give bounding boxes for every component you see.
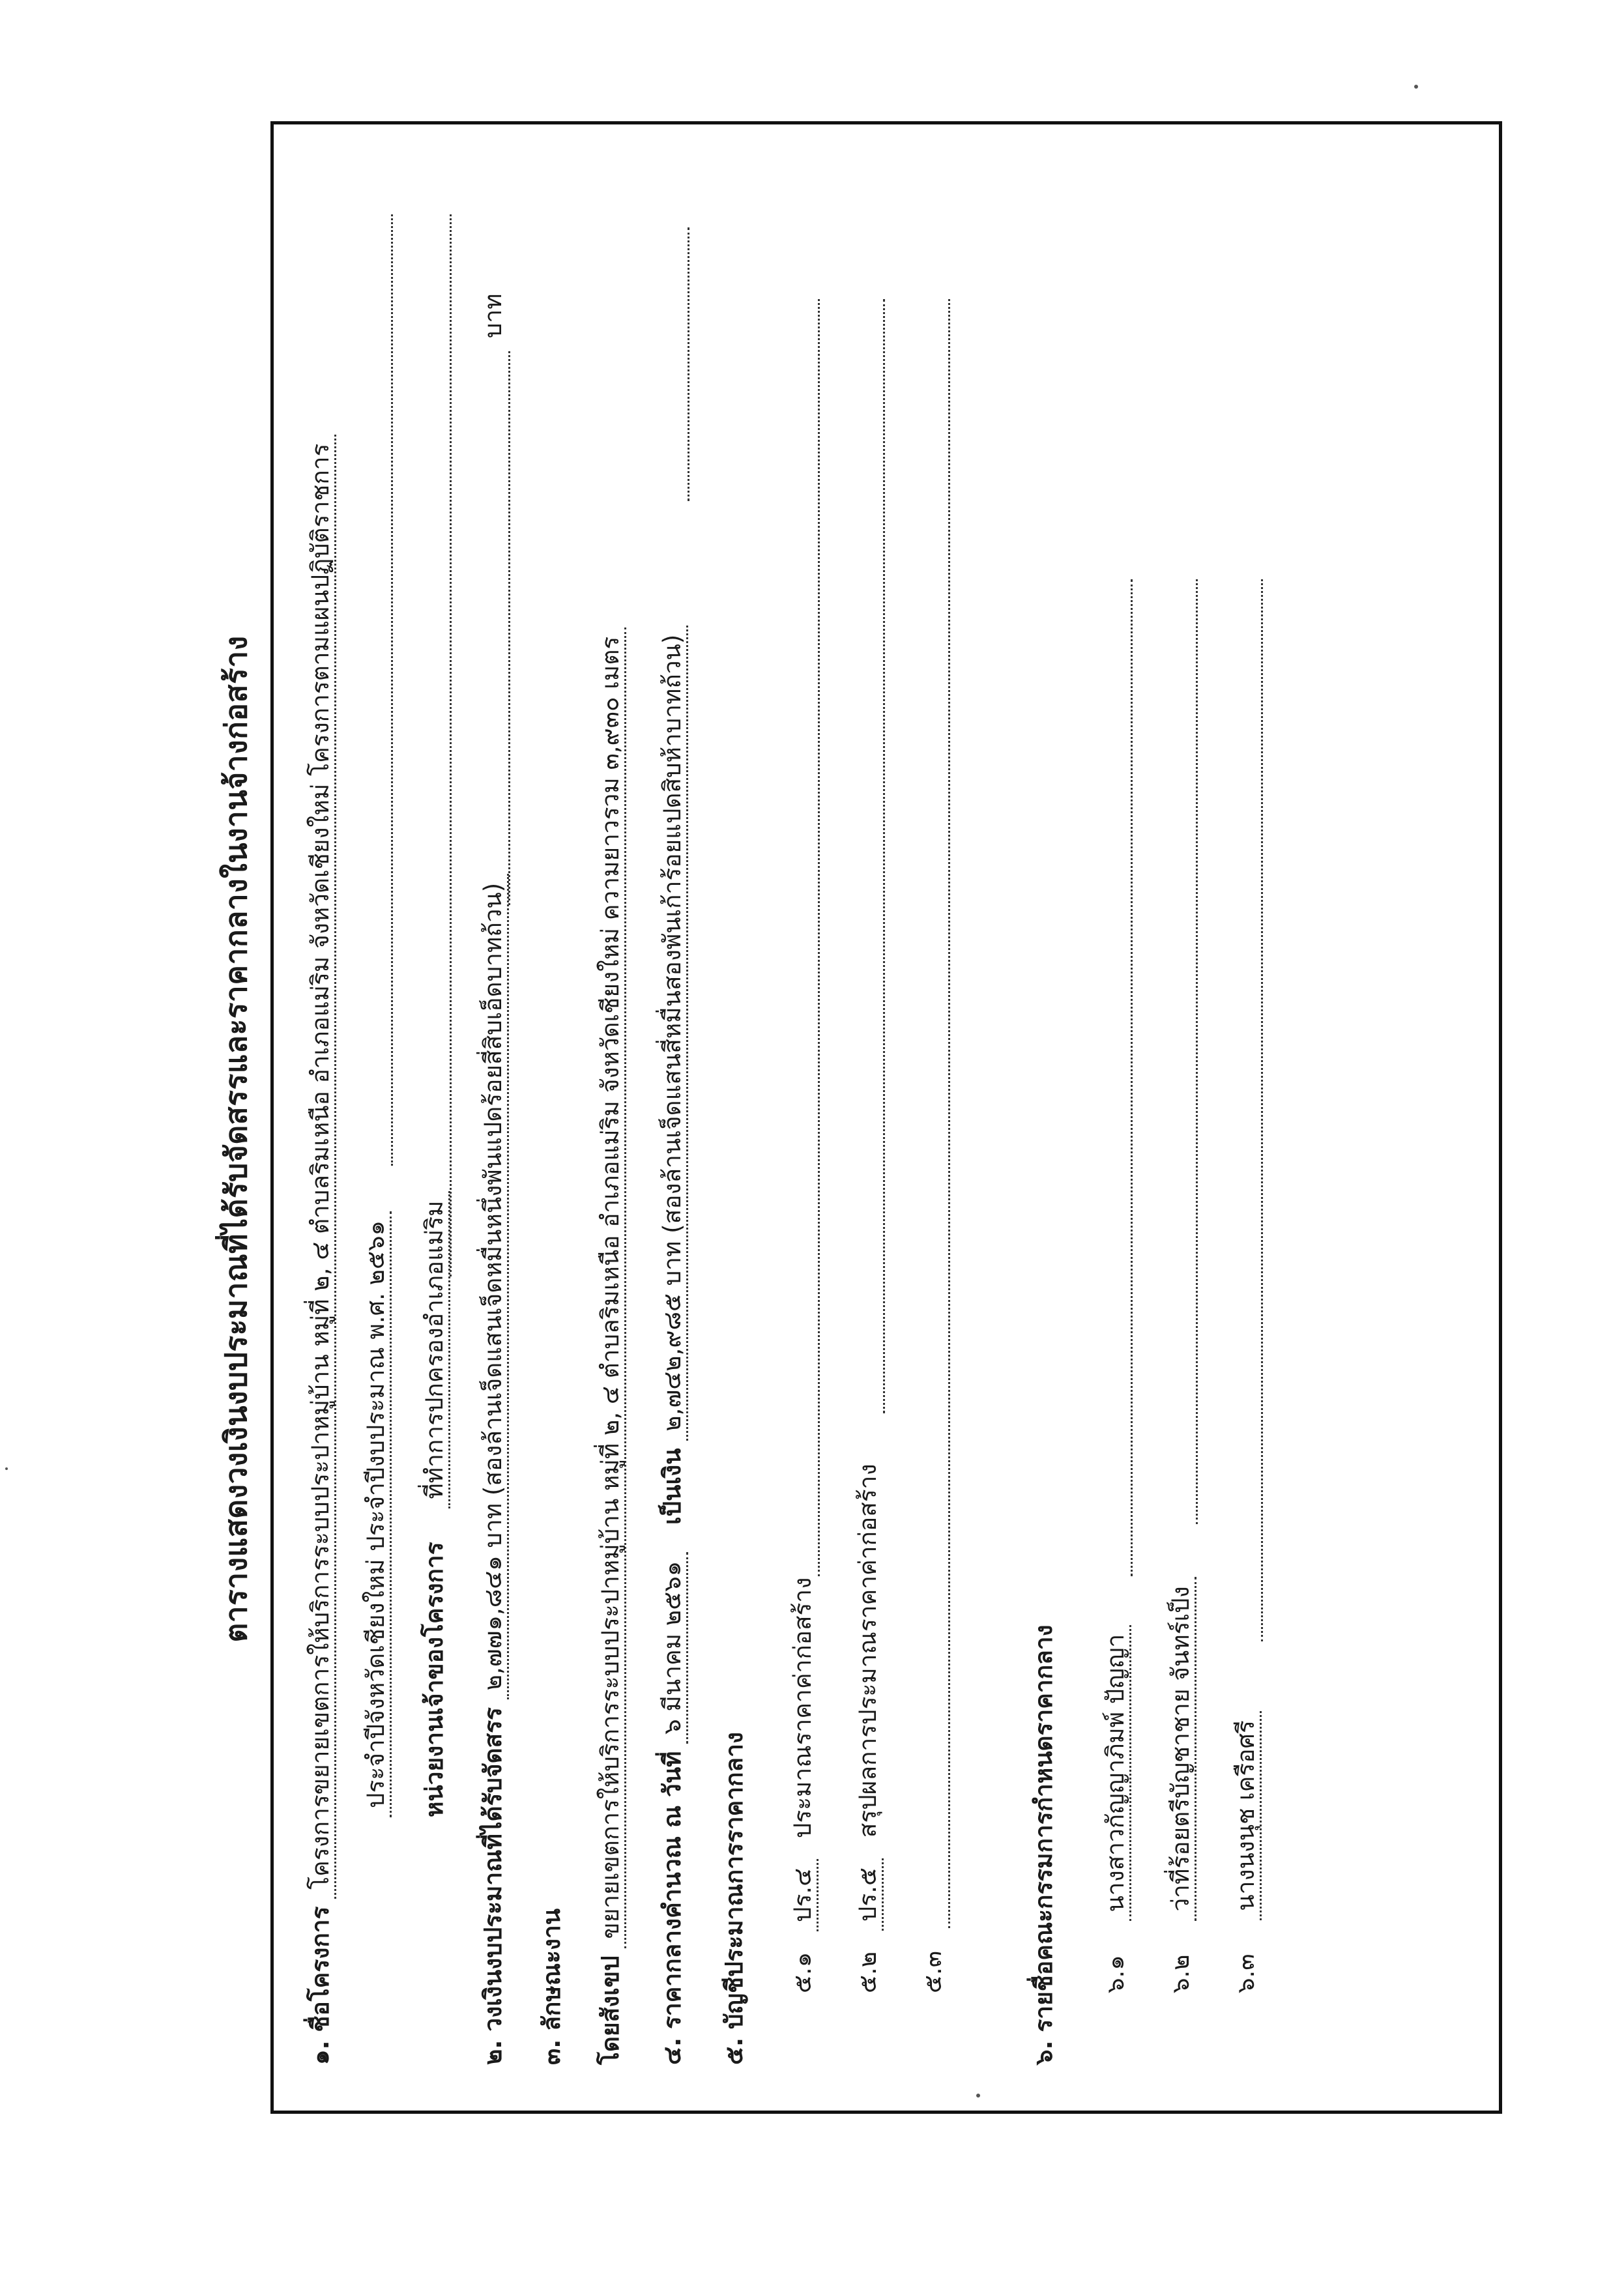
committee-member (1101, 1625, 1130, 1993)
project-name-label: ๑. ชื่อโครงการ (306, 1906, 334, 2065)
dotted-leader (1131, 579, 1133, 1576)
project-name-value-1: โครงการขยายเขตการให้บริการระบบประปาหมู่บ้าน หมู่ที่ ๒, ๔ ตำบลริมเหนือ อำเภอแม่ริม จังหวัดเชียงใหม่ โครงการตามแผนปฏิบัติราชการ (306, 435, 336, 1899)
dotted-leader (948, 299, 950, 1928)
median-price-label: ๔. ราคากลางคำนวณ ณ วันที่ (658, 1751, 686, 2065)
median-price-amount-label: เป็นเงิน (658, 1448, 686, 1525)
budget-label: ๒. วงเงินงบประมาณที่ได้รับจัดสรร (479, 1707, 507, 2065)
estimate-row (789, 1578, 817, 1993)
stray-mark (976, 2094, 980, 2098)
committee-label: ๖. รายชื่อคณะกรรมการกำหนดราคากลาง (1030, 1624, 1058, 2065)
committee-member-name: นางนงนุช เครือศรี (1232, 1711, 1262, 1920)
estimate-row-text: สรุปผลการประมาณราคาค่าก่อสร้าง (854, 1463, 882, 1838)
median-price-row (658, 626, 687, 2065)
estimate-list-label: ๕. บัญชีประมาณการราคากลาง (720, 1732, 748, 2065)
owner-unit-value: ที่ทำการปกครองอำเภอแม่ริม (420, 1191, 450, 1508)
project-name-value-2: ประจำปีจังหวัดเชียงใหม่ ประจำปีงบประมาณ พ.ศ. ๒๕๖๑ (362, 1211, 392, 1817)
summary-value: ขยายเขตการให้บริการระบบประปาหมู่บ้าน หมู่ที่ ๒, ๔ ตำบลริมเหนือ อำเภอแม่ริม จังหวัดเชียงใหม่ ความยาวรวม ๓,๙๓๐ เมตร (596, 627, 626, 1948)
summary-label: โดยสังเขป (596, 1955, 624, 2065)
project-name-row (306, 435, 335, 2065)
estimate-row-num: ๕.๓ (919, 1950, 947, 1993)
budget-value: ๒,๗๗๑,๘๔๑ บาท (สองล้านเจ็ดแสนเจ็ดหมื่นหนึ่งพันแปดร้อยสี่สิบเอ็ดบาทถ้วน) (479, 874, 509, 1699)
budget-row (479, 874, 508, 2065)
stray-mark (5, 1467, 8, 1470)
median-price-date: ๖ มีนาคม ๒๕๖๑ (658, 1552, 688, 1744)
committee-member (1232, 1711, 1260, 1993)
form-frame (270, 121, 1502, 2114)
committee-member-name: ว่าที่ร้อยตรีบัญชาชาย จันทร์เป็ง (1167, 1577, 1196, 1920)
summary-row (596, 627, 625, 2065)
committee-member (1167, 1577, 1195, 1993)
estimate-row-code: ปร.๔ (789, 1859, 819, 1931)
estimate-row-num: ๕.๒ (854, 1951, 882, 1993)
stray-mark (1414, 85, 1418, 89)
estimate-row (854, 1463, 882, 1993)
project-name-row-2 (362, 1211, 390, 1817)
estimate-row-num: ๕.๑ (789, 1952, 817, 1993)
committee-member-num: ๖.๓ (1232, 1954, 1260, 1993)
committee-member-name: นางสาวกัญญาภิมพ์ ปัญญา (1101, 1625, 1131, 1922)
dotted-leader (450, 214, 452, 1276)
committee-member-num: ๖.๒ (1167, 1954, 1195, 1993)
dotted-leader (508, 351, 510, 905)
dotted-leader (391, 214, 393, 1166)
committee-member-num: ๖.๑ (1101, 1955, 1129, 1993)
budget-unit: บาท (479, 293, 507, 338)
dotted-leader (688, 227, 689, 501)
work-nature-label: ๓. ลักษณะงาน (538, 1908, 566, 2065)
owner-unit-label: หน่วยงานเจ้าของโครงการ (420, 1542, 448, 1817)
dotted-leader (883, 299, 885, 1413)
document-title: ตารางแสดงวงเงินงบประมาณที่ได้รับจัดสรรและราคากลางในงานจ้างก่อสร้าง (218, 635, 254, 1643)
dotted-leader (818, 299, 820, 1576)
estimate-row-code: ปร.๕ (854, 1858, 884, 1931)
estimate-row (919, 1951, 948, 1993)
dotted-leader (1261, 579, 1263, 1641)
owner-unit-row (420, 1191, 449, 1817)
median-price-amount: ๒,๗๔๒,๙๘๕ บาท (สองล้านเจ็ดแสนสี่หมื่นสองพันเก้าร้อยแปดสิบห้าบาทถ้วน) (658, 626, 688, 1441)
dotted-leader (1196, 579, 1198, 1524)
estimate-row-text: ประมาณราคาค่าก่อสร้าง (789, 1577, 817, 1839)
